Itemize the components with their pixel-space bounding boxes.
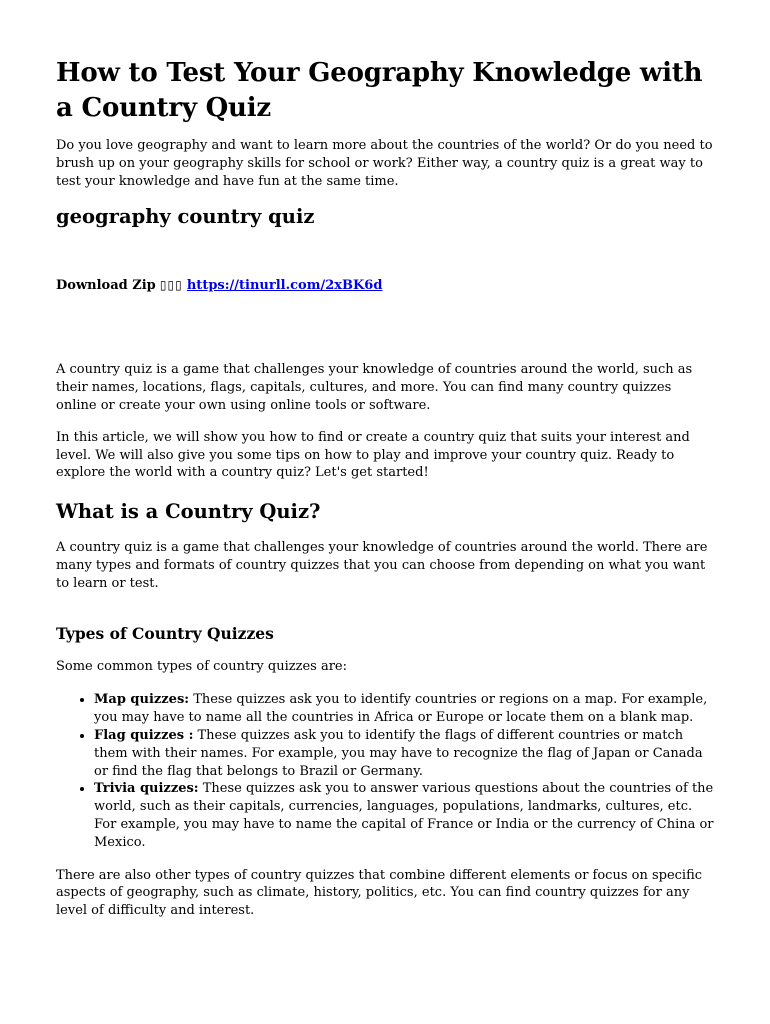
list-item-term: Flag quizzes : — [94, 727, 194, 743]
list-item-text: These quizzes ask you to identify countries or regions on a map. For example, you may have to name all the countries in Africa or Europe or locate them on a blank map. — [94, 692, 708, 726]
placeholder-glyphs: ▯▯▯ — [159, 278, 183, 293]
closing-paragraph: There are also other types of country quizzes that combine different elements or focus on specific aspects of geography, such as climate, history, politics, etc. You can find country quizzes for any level of difficulty and interest. — [56, 867, 703, 919]
keyword-heading: geography country quiz — [56, 205, 315, 229]
paragraph-article-overview: In this article, we will show you how to find or create a country quiz that suits your interest and level. We will also give you some tips on how to play and improve your country quiz. Ready to explore the world with a country quiz? Let's get started! — [56, 429, 690, 481]
download-line — [56, 276, 714, 295]
article-title: How to Test Your Geography Knowledge with a Country Quiz — [56, 58, 703, 123]
intro-paragraph: Do you love geography and want to learn more about the countries of the world? Or do you need to brush up on your geography skills for school or work? Either way, a country quiz is a great way to test your knowledge and have fun at the same time. — [56, 138, 713, 189]
list-item — [94, 727, 714, 780]
list-item-text: These quizzes ask you to answer various questions about the countries of the world, such as their capitals, currencies, languages, populations, landmarks, cultures, etc. For example, you may have to name the capital of France or India or the currency of China or Mexico. — [94, 781, 714, 850]
list-item-text: These quizzes ask you to identify the flags of different countries or match them with their names. For example, you may have to recognize the flag of Japan or Canada or find the flag that belongs to Brazil or Germany. — [94, 727, 703, 779]
download-label: Download Zip — [56, 278, 156, 294]
list-item-term: Map quizzes: — [94, 692, 190, 708]
list-item-term: Trivia quizzes: — [94, 781, 199, 797]
types-lead: Some common types of country quizzes are: — [56, 658, 347, 674]
quiz-types-list — [56, 691, 714, 851]
section-heading-what: What is a Country Quiz? — [56, 500, 321, 524]
download-link[interactable]: https://tinurll.com/2xBK6d — [186, 278, 383, 294]
section-text-what: A country quiz is a game that challenges your knowledge of countries around the world. There are many types and formats of country quizzes that you can choose from depending on what you want to learn or test. — [56, 540, 708, 591]
list-item — [94, 691, 714, 727]
paragraph-country-quiz: A country quiz is a game that challenges your knowledge of countries around the world, such as their names, locations, flags, capitals, cultures, and more. You can find many country quizzes online or create your own using online tools or software. — [56, 362, 693, 413]
list-item — [94, 780, 714, 851]
section-heading-types: Types of Country Quizzes — [56, 623, 274, 643]
